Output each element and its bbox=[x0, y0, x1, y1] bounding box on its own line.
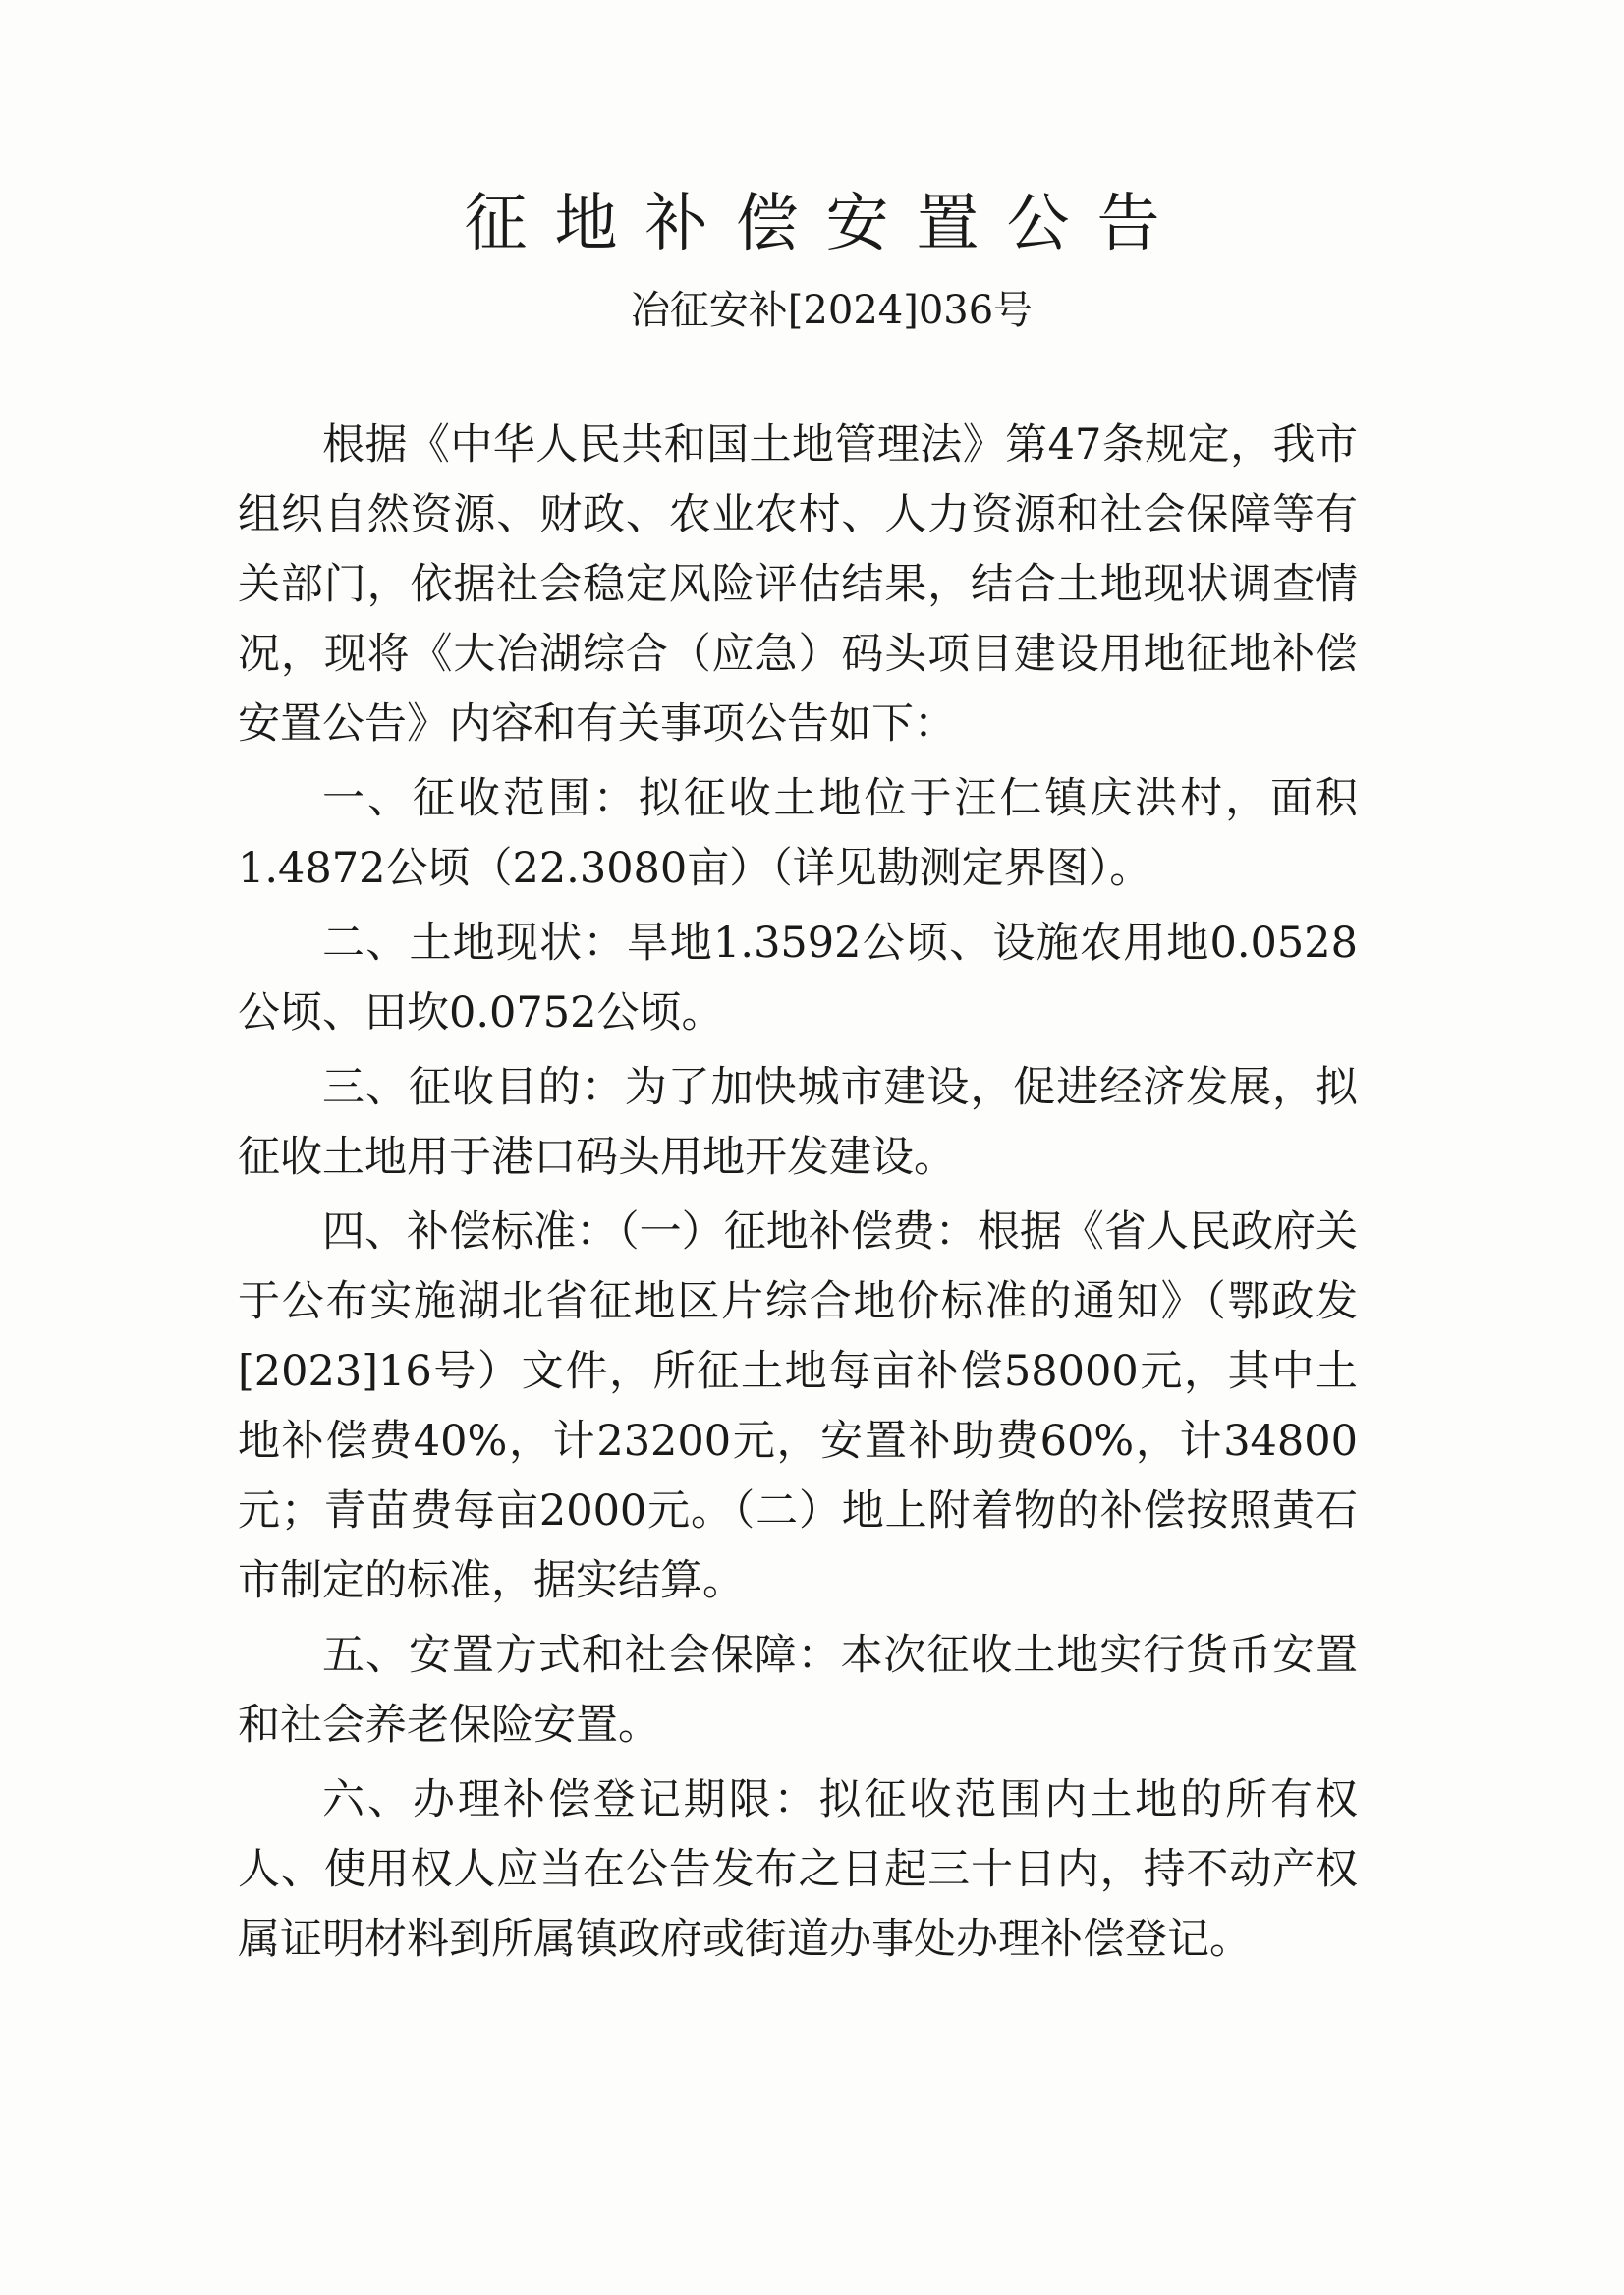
paragraph-resettlement: 五、安置方式和社会保障：本次征收土地实行货币安置和社会养老保险安置。 bbox=[238, 1631, 1358, 1750]
page-title: 征地补偿安置公告 bbox=[464, 188, 1188, 260]
paragraph-land-status: 二、土地现状：旱地1.3592公顷、设施农用地0.0528公顷、田坎0.0752公顷。 bbox=[238, 919, 1358, 1037]
paragraph-scope: 一、征收范围：拟征收土地位于汪仁镇庆洪村，面积1.4872公顷（22.3080亩）（详见勘测定界图）。 bbox=[238, 774, 1358, 893]
paragraph-registration-deadline: 六、办理补偿登记期限：拟征收范围内土地的所有权人、使用权人应当在公告发布之日起三十日内，持不动产权属证明材料到所属镇政府或街道办事处办理补偿登记。 bbox=[238, 1775, 1358, 1964]
paragraph-purpose: 三、征收目的：为了加快城市建设，促进经济发展，拟征收土地用于港口码头用地开发建设。 bbox=[238, 1063, 1358, 1182]
paragraph-intro: 根据《中华人民共和国土地管理法》第47条规定，我市组织自然资源、财政、农业农村、人力资源和社会保障等有关部门，依据社会稳定风险评估结果，结合土地现状调查情况，现将《大冶湖综合（应急）码头项目建设用地征地补偿安置公告》内容和有关事项公告如下： bbox=[238, 420, 1358, 749]
document-number: 冶征安补[2024]036号 bbox=[630, 288, 1034, 333]
paragraph-compensation-standard: 四、补偿标准：（一）征地补偿费：根据《省人民政府关于公布实施湖北省征地区片综合地价标准的通知》（鄂政发[2023]16号）文件，所征土地每亩补偿58000元，其中土地补偿费40%，计23200元，安置补助费60%，计34800元；青苗费每亩2000元。（二）地上附着物的补偿按照黄石市制定的标准，据实结算。 bbox=[238, 1207, 1358, 1605]
document-body bbox=[238, 411, 1358, 1980]
